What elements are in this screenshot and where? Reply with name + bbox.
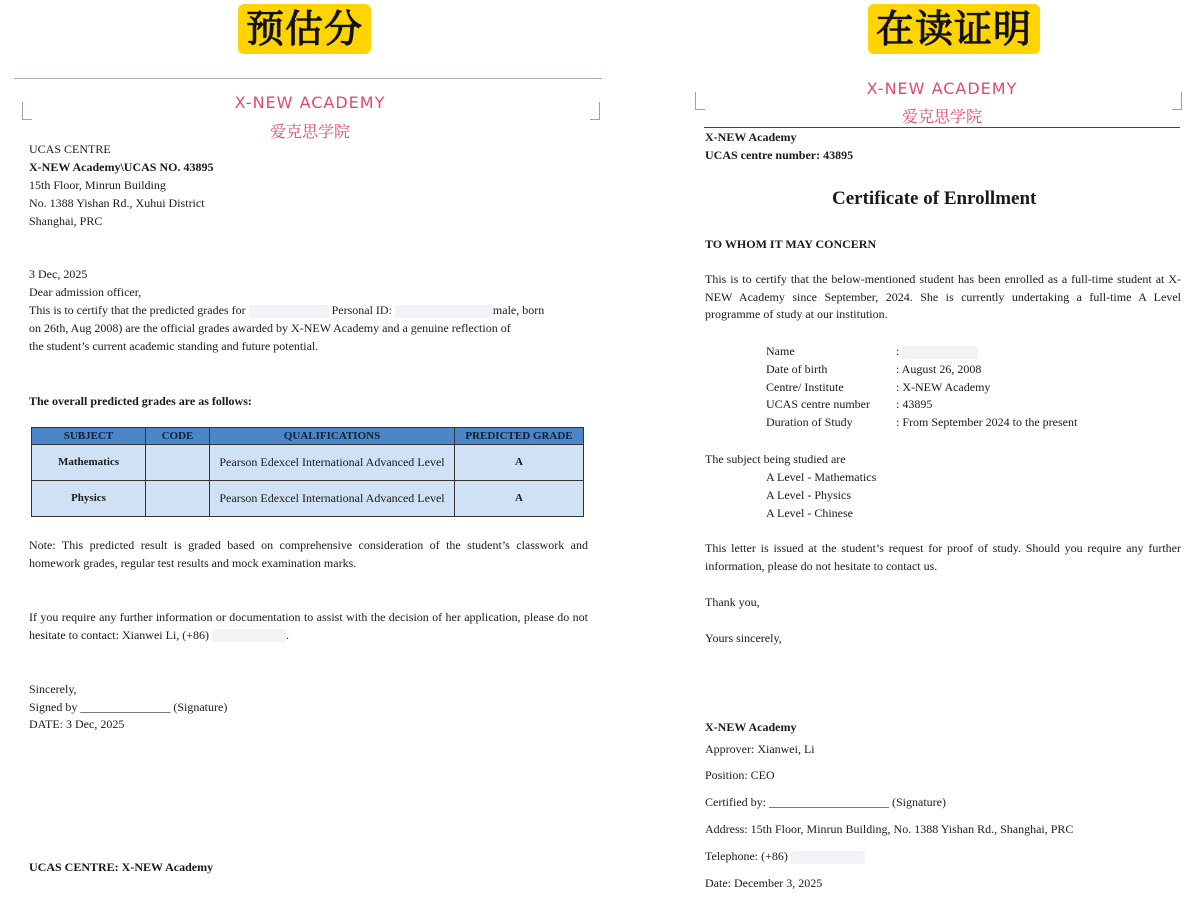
detail-label: Date of birth — [766, 362, 828, 376]
grades-heading: The overall predicted grades are as follows: — [29, 394, 252, 408]
header-line: X-NEW Academy\UCAS NO. 43895 — [29, 160, 214, 174]
column-header: CODE — [146, 428, 210, 445]
column-header: PREDICTED GRADE — [455, 428, 584, 445]
telephone: Telephone: (+86) — [705, 848, 865, 866]
detail-value: : From September 2024 to the present — [896, 415, 1078, 429]
header-line: Shanghai, PRC — [29, 214, 103, 228]
subjects-intro: The subject being studied are — [705, 452, 846, 466]
org-header: UCAS centre number: 43895 — [705, 148, 854, 162]
note-paragraph: Note: This predicted result is graded based on comprehensive consideration of the student’s classwork and homework grades, regular test results and mock examination marks. — [29, 538, 588, 570]
table-header-row — [32, 428, 584, 445]
issued-paragraph: This letter is issued at the student’s request for proof of study. Should you require any further information, please do not hesitate to contact us. — [705, 541, 1181, 573]
signature-date: DATE: 3 Dec, 2025 — [29, 717, 125, 731]
signatory-org: X-NEW Academy — [705, 720, 797, 734]
body-line: This is to certify that the predicted grades for Personal ID: male, born — [29, 303, 545, 317]
footer: UCAS CENTRE: X-NEW Academy — [29, 860, 214, 874]
table-row — [32, 445, 584, 481]
crop-mark — [22, 102, 32, 120]
subject-cell: Mathematics — [32, 445, 146, 481]
tag-predicted-grades: 预估分 — [238, 4, 371, 54]
qualification-cell: Pearson Edexcel International Advanced Level — [210, 445, 455, 481]
to-whom: TO WHOM IT MAY CONCERN — [705, 237, 877, 251]
header-line: 15th Floor, Minrun Building — [29, 178, 166, 192]
academy-logo-en: X-NEW ACADEMY — [866, 79, 1018, 98]
header-line: UCAS CENTRE — [29, 142, 111, 156]
header-rule — [704, 127, 1180, 128]
intro-paragraph: This is to certify that the below-mentioned student has been enrolled as a full-time student at X-NEW Academy since September, 2024. She is currently undertaking a full-time A Level programme of study at our institution. — [705, 272, 1181, 321]
redacted-name — [902, 346, 978, 359]
certificate-title: Certificate of Enrollment — [832, 188, 1037, 209]
subject-item: A Level - Chinese — [766, 506, 853, 520]
detail-value: : 43895 — [896, 397, 933, 411]
crop-mark — [1172, 92, 1182, 110]
code-cell — [146, 481, 210, 517]
subject-item: A Level - Mathematics — [766, 470, 877, 484]
address: Address: 15th Floor, Minrun Building, No. 1388 Yishan Rd., Shanghai, PRC — [705, 822, 1074, 836]
redacted-name — [249, 305, 329, 318]
certified-by: Certified by: ____________________ (Signature) — [705, 795, 946, 809]
predicted-grades-table — [31, 427, 584, 517]
issue-date: Date: December 3, 2025 — [705, 876, 823, 890]
grade-cell: A — [455, 445, 584, 481]
table-row — [32, 481, 584, 517]
contact-paragraph: If you require any further information or documentation to assist with the decision of her application, please do not hesitate to contact: Xianwei Li, (+86) . — [29, 610, 588, 642]
tag-enrollment-proof: 在读证明 — [868, 4, 1040, 54]
header-line: No. 1388 Yishan Rd., Xuhui District — [29, 196, 205, 210]
subject-item: A Level - Physics — [766, 488, 851, 502]
crop-mark — [590, 102, 600, 120]
closing: Sincerely, — [29, 682, 77, 696]
redacted-phone — [212, 629, 286, 642]
subject-cell: Physics — [32, 481, 146, 517]
academy-logo-cn: 爱克思学院 — [901, 107, 982, 126]
code-cell — [146, 445, 210, 481]
column-header: SUBJECT — [32, 428, 146, 445]
detail-label: Name — [766, 344, 795, 358]
detail-value: : — [896, 344, 978, 359]
approver: Approver: Xianwei, Li — [705, 742, 815, 756]
body-line: the student’s current academic standing and future potential. — [29, 339, 319, 353]
detail-value: : X-NEW Academy — [896, 380, 991, 394]
position: Position: CEO — [705, 768, 775, 782]
detail-label: Centre/ Institute — [766, 380, 844, 394]
redacted-phone — [791, 851, 865, 864]
redacted-id — [395, 305, 493, 318]
org-header: X-NEW Academy — [705, 130, 797, 144]
detail-label: Duration of Study — [766, 415, 853, 429]
qualification-cell: Pearson Edexcel International Advanced Level — [210, 481, 455, 517]
top-rule — [14, 78, 602, 79]
body-line: on 26th, Aug 2008) are the official grades awarded by X-NEW Academy and a genuine reflection of — [29, 321, 511, 335]
grade-cell: A — [455, 481, 584, 517]
academy-logo-cn: 爱克思学院 — [269, 122, 350, 141]
greeting: Dear admission officer, — [29, 285, 142, 299]
letter-date: 3 Dec, 2025 — [29, 267, 88, 281]
column-header: QUALIFICATIONS — [210, 428, 455, 445]
yours-sincerely: Yours sincerely, — [705, 631, 782, 645]
detail-label: UCAS centre number — [766, 397, 870, 411]
academy-logo-en: X-NEW ACADEMY — [234, 93, 386, 112]
detail-value: : August 26, 2008 — [896, 362, 982, 376]
signature-line: Signed by _______________ (Signature) — [29, 700, 228, 714]
thanks: Thank you, — [705, 595, 760, 609]
crop-mark — [695, 92, 705, 110]
